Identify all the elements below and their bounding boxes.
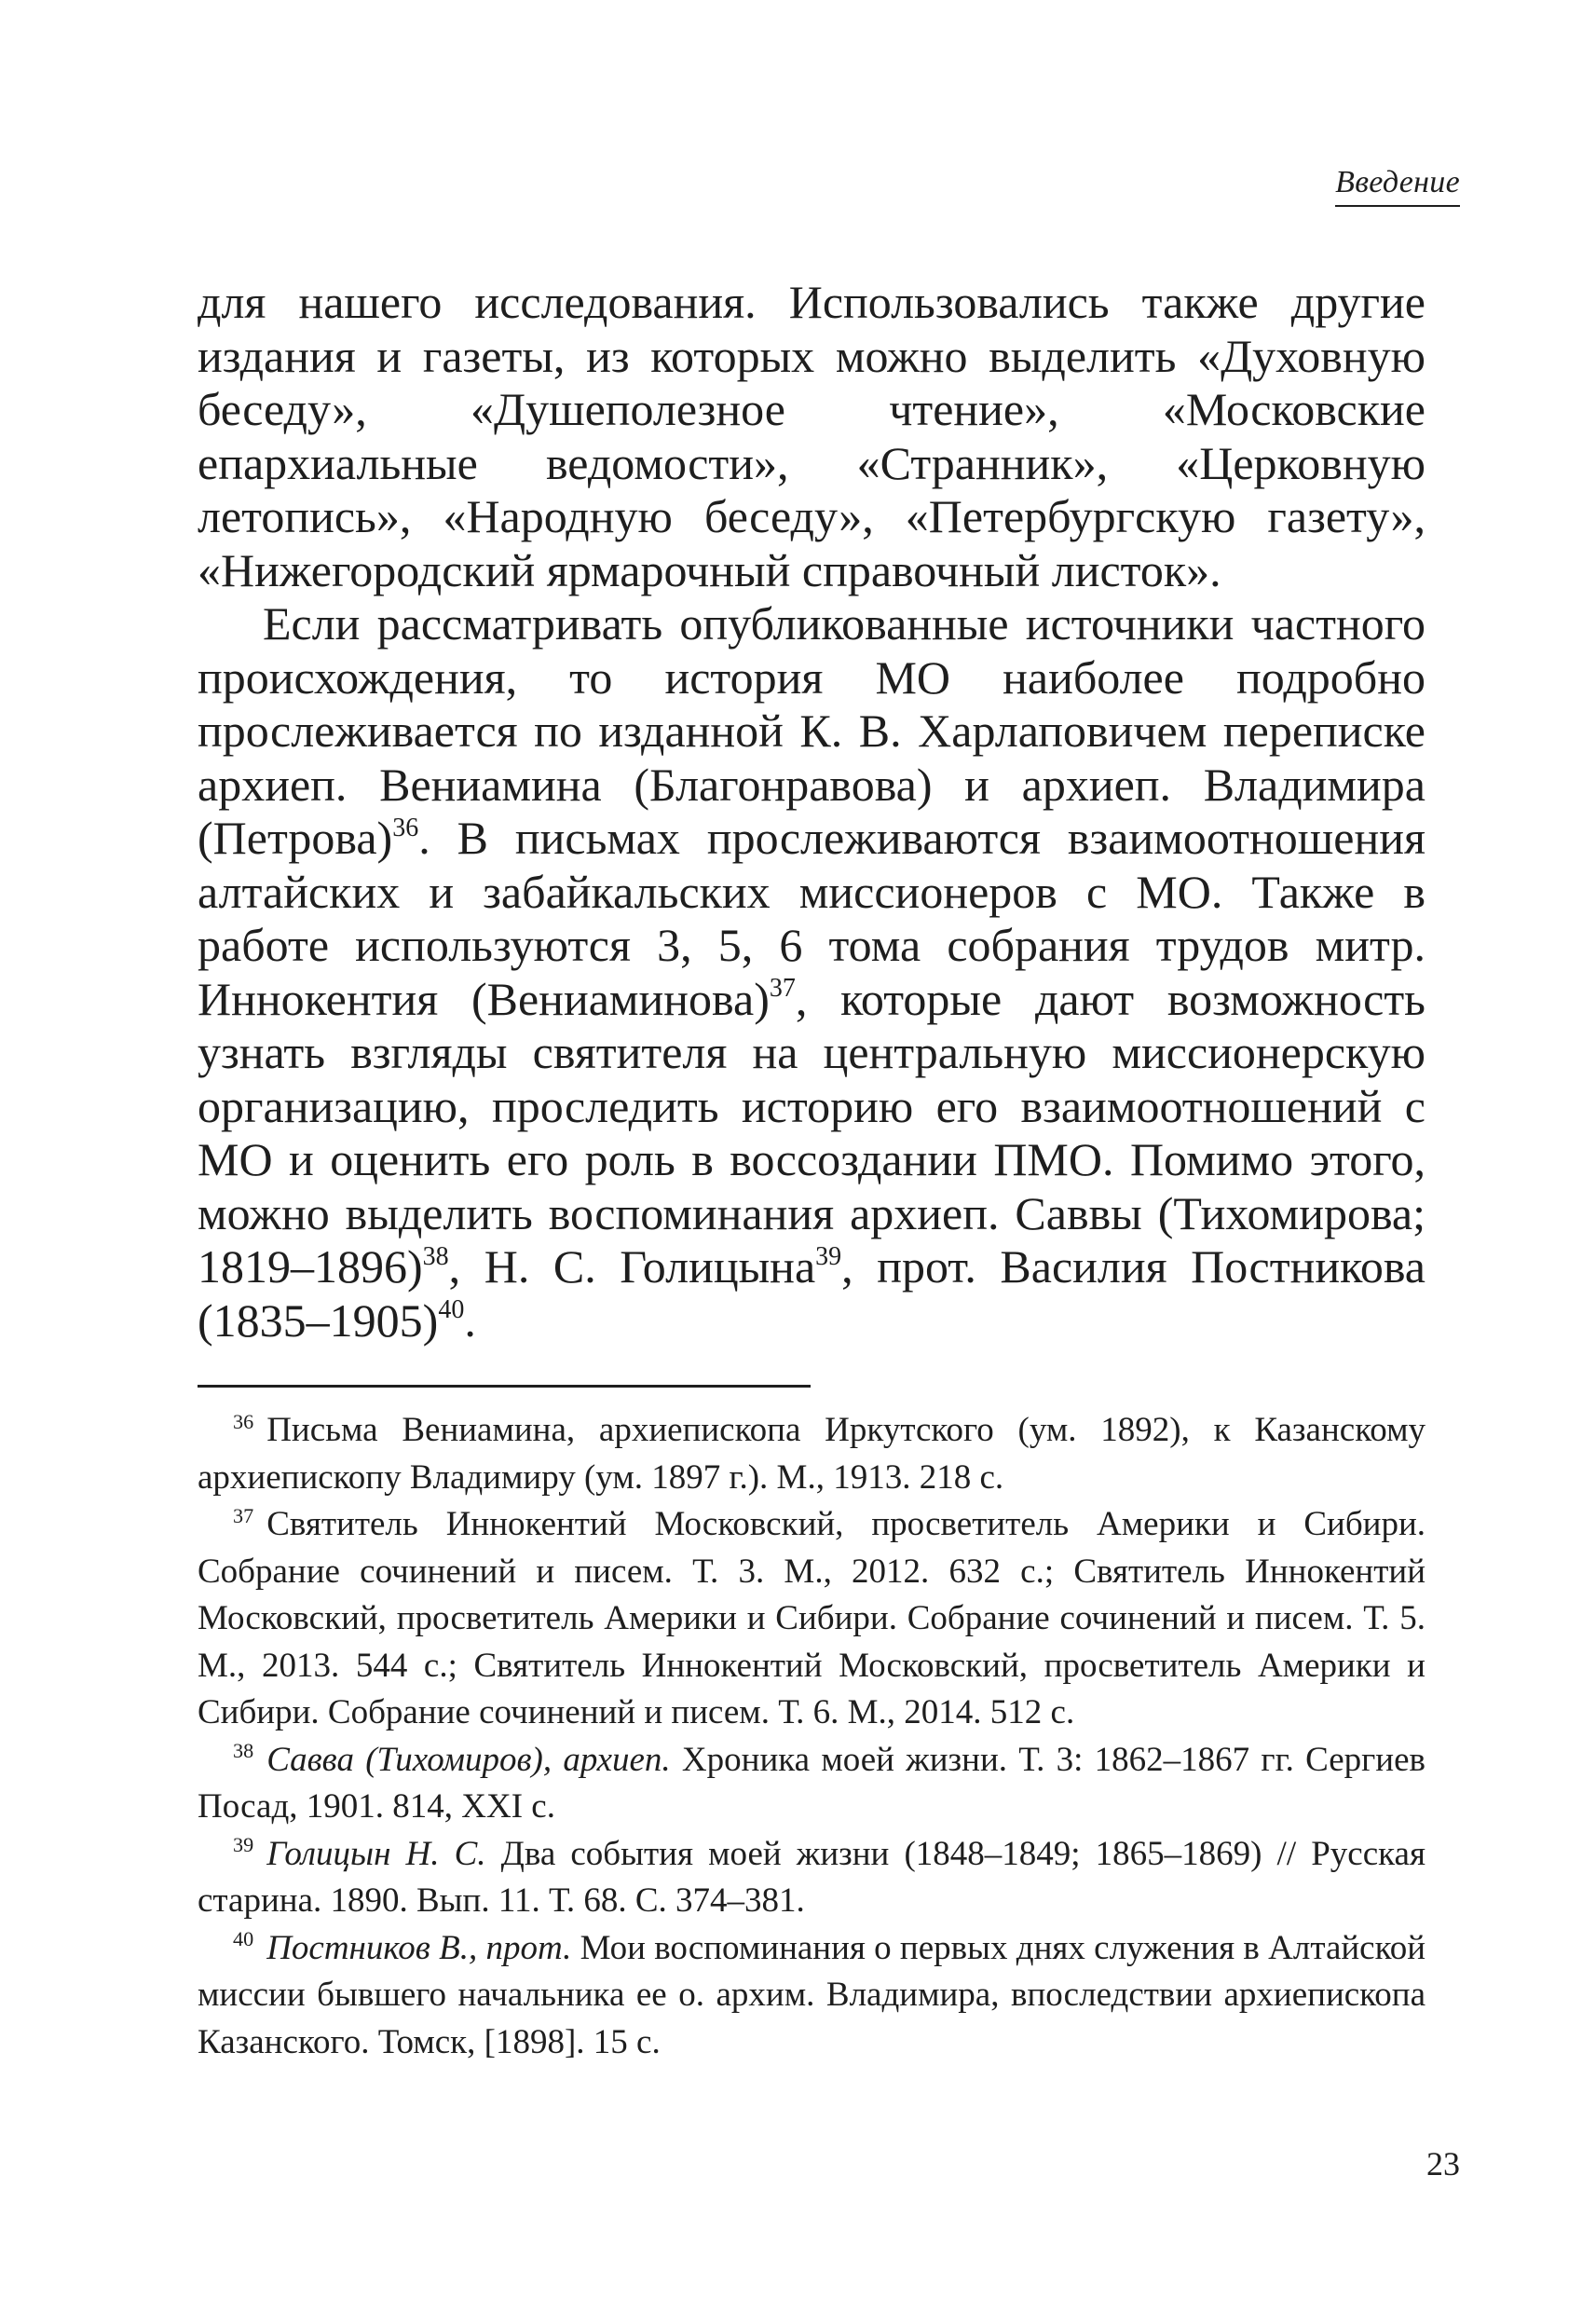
footnote-author: Савва (Тихомиров), архиеп. <box>266 1740 671 1779</box>
footnotes <box>198 1407 1425 2066</box>
footnote-text: Письма Вениамина, архиепископа Иркутского (ум. 1892), к Казанскому архиепископу Владимиру (ум. 1897 г.). М., 1913. 218 с. <box>198 1411 1425 1497</box>
main-text <box>198 276 1425 1348</box>
footnote-text: Мои воспоминания о первых днях служения в Алтайской миссии бывшего начальника ее о. архим. Владимира, впоследствии архиепископа Казанского. Томск, [1898]. 15 с. <box>198 1928 1425 2061</box>
footnote-37 <box>198 1501 1425 1737</box>
paragraph-1: для нашего исследования. Использовались также другие издания и газеты, из которых можно выделить «Духовную беседу», «Душеполезное чтение», «Московские епархиальные ведомости», «Странник», «Церковную летопись», «Народную беседу», «Петербургскую газету», «Нижегородский ярмарочный справочный листок». <box>198 276 1425 596</box>
paragraph-2-text-2: . В письмах прослеживаются взаимоотношения алтайских и забайкальских миссионеров с МО. Также в работе используются 3, 5, 6 тома собрания трудов митр. Иннокентия (Вениаминова) <box>198 812 1425 1025</box>
running-head: Введение <box>1335 164 1460 207</box>
footnote-number: 38 <box>233 1739 254 1763</box>
footnote-ref-37[interactable]: 37 <box>769 974 796 1004</box>
footnote-number: 40 <box>233 1927 254 1951</box>
footnote-separator <box>198 1385 811 1388</box>
footnote-ref-40[interactable]: 40 <box>438 1295 465 1325</box>
footnote-38 <box>198 1737 1425 1831</box>
paragraph-2 <box>198 597 1425 1348</box>
page-number: 23 <box>1426 2145 1460 2182</box>
footnote-text: Хроника моей жизни. Т. 3: 1862–1867 гг. Сергиев Посад, 1901. 814, XXI с. <box>198 1740 1425 1826</box>
paragraph-2-text-3: , которые дают возможность узнать взгляды святителя на центральную миссионерскую организацию, проследить историю его взаимоотношений с МО и оценить его роль в воссоздании ПМО. Помимо этого, можно выделить воспоминания архиеп. Саввы (Тихомирова; 1819–1896) <box>198 972 1425 1293</box>
paragraph-2-text-6: . <box>464 1293 476 1347</box>
footnote-author: Постников В., прот. <box>266 1928 572 1967</box>
footnote-ref-36[interactable]: 36 <box>392 813 419 842</box>
footnote-author: Голицын Н. С. <box>266 1834 486 1873</box>
footnote-36 <box>198 1407 1425 1501</box>
footnote-text: Два события моей жизни (1848–1849; 1865–1869) // Русская старина. 1890. Вып. 11. Т. 68. С. 374–381. <box>198 1834 1425 1920</box>
footnote-ref-38[interactable]: 38 <box>422 1241 449 1271</box>
paragraph-2-text-1: Если рассматривать опубликованные источники частного происхождения, то история МО наиболее подробно прослеживается по изданной К. В. Харлаповичем переписке архиеп. Вениамина (Благонравова) и архиеп. Владимира (Петрова) <box>198 597 1425 864</box>
paragraph-2-text-5: , прот. Василия Постникова (1835–1905) <box>198 1240 1425 1347</box>
footnote-ref-39[interactable]: 39 <box>815 1241 842 1271</box>
footnote-39 <box>198 1831 1425 1925</box>
footnote-number: 36 <box>233 1409 254 1433</box>
footnote-text: Святитель Иннокентий Московский, просветитель Америки и Сибири. Собрание сочинений и писем. Т. 3. М., 2012. 632 с.; Святитель Иннокентий Московский, просветитель Америки и Сибири. Собрание сочинений и писем. Т. 5. М., 2013. 544 с.; Святитель Иннокентий Московский, просветитель Америки и Сибири. Собрание сочинений и писем. Т. 6. М., 2014. 512 с. <box>198 1505 1425 1731</box>
footnote-40 <box>198 1925 1425 2067</box>
footnote-number: 37 <box>233 1503 254 1527</box>
footnote-number: 39 <box>233 1833 254 1857</box>
paragraph-2-text-4: , Н. С. Голицына <box>448 1240 816 1293</box>
